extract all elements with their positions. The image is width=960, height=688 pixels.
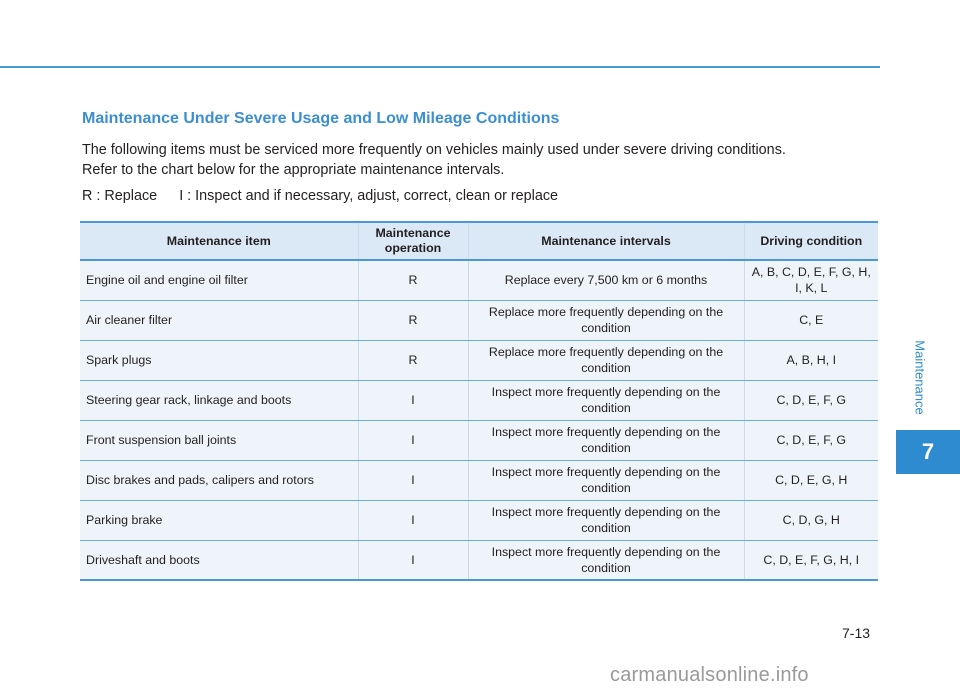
top-rule bbox=[0, 66, 880, 68]
chapter-side-label bbox=[880, 330, 960, 425]
legend bbox=[82, 188, 558, 204]
table-row bbox=[80, 540, 878, 580]
legend-replace: R : Replace bbox=[82, 188, 158, 204]
cell-operation: I bbox=[358, 460, 468, 500]
cell-item: Air cleaner filter bbox=[80, 300, 358, 340]
cell-interval: Replace more frequently depending on the condition bbox=[468, 300, 744, 340]
table-header-row bbox=[80, 222, 878, 260]
cell-condition: C, D, E, G, H bbox=[744, 460, 878, 500]
cell-operation: R bbox=[358, 260, 468, 300]
cell-interval: Inspect more frequently depending on the condition bbox=[468, 460, 744, 500]
cell-condition: A, B, C, D, E, F, G, H, I, K, L bbox=[744, 260, 878, 300]
cell-interval: Replace every 7,500 km or 6 months bbox=[468, 260, 744, 300]
cell-interval: Inspect more frequently depending on the condition bbox=[468, 500, 744, 540]
cell-interval: Inspect more frequently depending on the condition bbox=[468, 540, 744, 580]
table-row bbox=[80, 500, 878, 540]
table-row bbox=[80, 340, 878, 380]
watermark: carmanualsonline.info bbox=[610, 664, 809, 686]
cell-item: Spark plugs bbox=[80, 340, 358, 380]
table-row bbox=[80, 380, 878, 420]
cell-condition: C, D, G, H bbox=[744, 500, 878, 540]
legend-inspect: I : Inspect and if necessary, adjust, correct, clean or replace bbox=[179, 188, 559, 204]
cell-condition: C, D, E, F, G bbox=[744, 420, 878, 460]
cell-item: Engine oil and engine oil filter bbox=[80, 260, 358, 300]
cell-interval: Replace more frequently depending on the condition bbox=[468, 340, 744, 380]
cell-item: Front suspension ball joints bbox=[80, 420, 358, 460]
cell-operation: R bbox=[358, 300, 468, 340]
cell-item: Steering gear rack, linkage and boots bbox=[80, 380, 358, 420]
table-row bbox=[80, 460, 878, 500]
cell-operation: R bbox=[358, 340, 468, 380]
chapter-tab[interactable] bbox=[896, 430, 960, 474]
page-number: 7-13 bbox=[842, 625, 871, 641]
cell-operation: I bbox=[358, 540, 468, 580]
chapter-number: 7 bbox=[921, 439, 935, 464]
cell-item: Driveshaft and boots bbox=[80, 540, 358, 580]
header-maintenance-intervals: Maintenance intervals bbox=[468, 222, 744, 260]
chapter-label: Maintenance bbox=[912, 340, 928, 415]
intro-paragraph-1: The following items must be serviced more frequently on vehicles mainly used under severe driving conditions. bbox=[82, 142, 786, 158]
intro-paragraph-2: Refer to the chart below for the appropriate maintenance intervals. bbox=[82, 162, 505, 178]
table-row bbox=[80, 420, 878, 460]
header-maintenance-item: Maintenance item bbox=[80, 222, 358, 260]
header-maintenance-operation: Maintenance operation bbox=[358, 222, 468, 260]
cell-interval: Inspect more frequently depending on the condition bbox=[468, 380, 744, 420]
cell-item: Parking brake bbox=[80, 500, 358, 540]
cell-condition: C, D, E, F, G, H, I bbox=[744, 540, 878, 580]
cell-operation: I bbox=[358, 420, 468, 460]
section-heading: Maintenance Under Severe Usage and Low Mileage Conditions bbox=[82, 110, 560, 127]
cell-condition: A, B, H, I bbox=[744, 340, 878, 380]
cell-operation: I bbox=[358, 380, 468, 420]
header-driving-condition: Driving condition bbox=[744, 222, 878, 260]
cell-condition: C, E bbox=[744, 300, 878, 340]
cell-operation: I bbox=[358, 500, 468, 540]
table-row bbox=[80, 300, 878, 340]
cell-condition: C, D, E, F, G bbox=[744, 380, 878, 420]
cell-item: Disc brakes and pads, calipers and rotors bbox=[80, 460, 358, 500]
table-row bbox=[80, 260, 878, 300]
cell-interval: Inspect more frequently depending on the condition bbox=[468, 420, 744, 460]
maintenance-table bbox=[80, 221, 878, 581]
